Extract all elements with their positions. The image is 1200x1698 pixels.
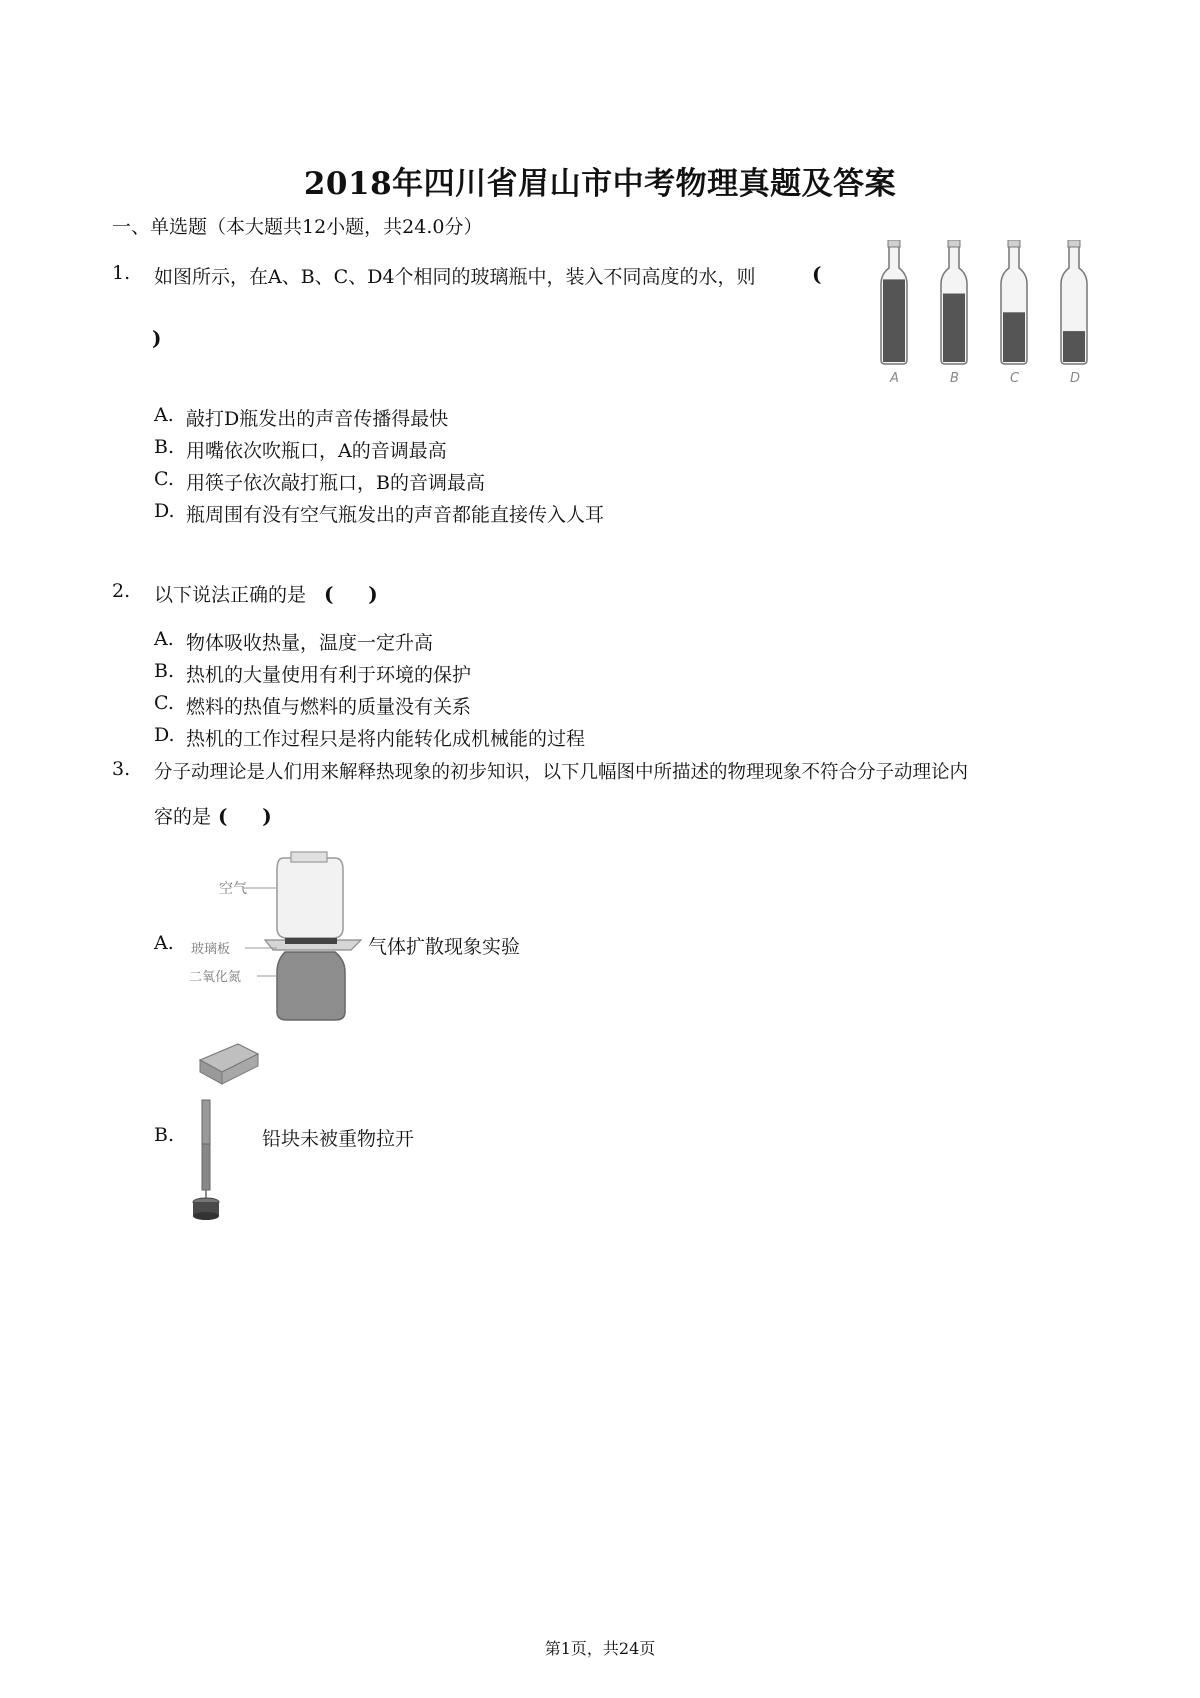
question-2-number: 2. <box>112 580 131 602</box>
question-3-paren: ( ) <box>218 804 272 828</box>
question-3-text-line1: 分子动理论是人们用来解释热现象的初步知识，以下几幅图中所描述的物理现象不符合分子动理论内 <box>154 762 969 783</box>
q2-option-b-text: 热机的大量使用有利于环境的保护 <box>186 664 472 686</box>
lead-block-figure <box>180 1040 270 1220</box>
gas-diffusion-figure <box>185 848 385 1028</box>
bottle-cap <box>1008 240 1020 247</box>
question-3-text-line2: 容的是 <box>154 806 212 828</box>
q1-option-a-text: 敲打D瓶发出的声音传播得最快 <box>186 408 449 430</box>
air-label: 空气 <box>219 881 247 897</box>
bottle-water <box>883 279 905 362</box>
q1-option-a-letter: A. <box>154 404 174 426</box>
bottle-water <box>1063 331 1085 362</box>
q2-option-c-letter: C. <box>154 692 174 714</box>
question-1-number: 1. <box>112 262 131 284</box>
q1-option-b-letter: B. <box>154 436 175 458</box>
question-3-number: 3. <box>112 758 131 780</box>
bottle-label: D <box>1070 371 1081 386</box>
q3-option-a-text: 气体扩散现象实验 <box>368 936 521 958</box>
page-footer: 第1页，共24页 <box>544 1639 656 1658</box>
bottle-water <box>943 294 965 363</box>
bottle-label: B <box>950 371 959 386</box>
q3-option-b-letter: B. <box>154 1124 175 1146</box>
upper-lead-block <box>202 1100 210 1144</box>
q3-option-b-text: 铅块未被重物拉开 <box>262 1128 415 1150</box>
q2-option-b-letter: B. <box>154 660 175 682</box>
question-1-paren-open: ( <box>812 262 822 286</box>
bottles-figure <box>870 240 1100 390</box>
q1-option-c-text: 用筷子依次敲打瓶口，B的音调最高 <box>186 472 485 494</box>
glass-plate-label: 玻璃板 <box>191 942 231 957</box>
q2-option-a-letter: A. <box>154 628 174 650</box>
q2-option-c-text: 燃料的热值与燃料的质量没有关系 <box>186 696 472 718</box>
q2-option-d-text: 热机的工作过程只是将内能转化成机械能的过程 <box>186 728 586 750</box>
page-title: 2018年四川省眉山市中考物理真题及答案 <box>303 166 897 202</box>
bottle-label: C <box>1010 371 1020 386</box>
bottle-c <box>1001 240 1027 386</box>
bottle-a <box>881 240 907 386</box>
bottle-d <box>1061 240 1087 386</box>
section-header: 一、单选题（本大题共12小题，共24.0分） <box>112 216 483 238</box>
q1-option-d-letter: D. <box>154 500 175 522</box>
q1-option-b-text: 用嘴依次吹瓶口，A的音调最高 <box>186 440 447 462</box>
glass-plate-seal <box>285 938 337 944</box>
no2-label: 二氧化氮 <box>189 970 242 985</box>
bottle-b <box>941 240 967 386</box>
bottle-cap <box>888 240 900 247</box>
question-2-paren: ( ) <box>324 582 378 606</box>
question-2-text: 以下说法正确的是 <box>154 584 307 606</box>
question-1-paren-close: ) <box>152 326 162 350</box>
bottle-cap <box>948 240 960 247</box>
bottle-water <box>1003 312 1025 362</box>
lower-lead-block <box>202 1144 210 1190</box>
question-1-text: 如图所示，在A、B、C、D4个相同的玻璃瓶中，装入不同高度的水，则 <box>154 266 756 288</box>
q3-option-a-letter: A. <box>154 932 174 954</box>
q2-option-a-text: 物体吸收热量，温度一定升高 <box>186 632 434 654</box>
bottle-cap <box>1068 240 1080 247</box>
q1-option-d-text: 瓶周围有没有空气瓶发出的声音都能直接传入人耳 <box>186 504 605 526</box>
no2-jar <box>277 952 345 1020</box>
air-jar <box>277 858 343 938</box>
q2-option-d-letter: D. <box>154 724 175 746</box>
q1-option-c-letter: C. <box>154 468 174 490</box>
bottle-label: A <box>890 371 899 386</box>
